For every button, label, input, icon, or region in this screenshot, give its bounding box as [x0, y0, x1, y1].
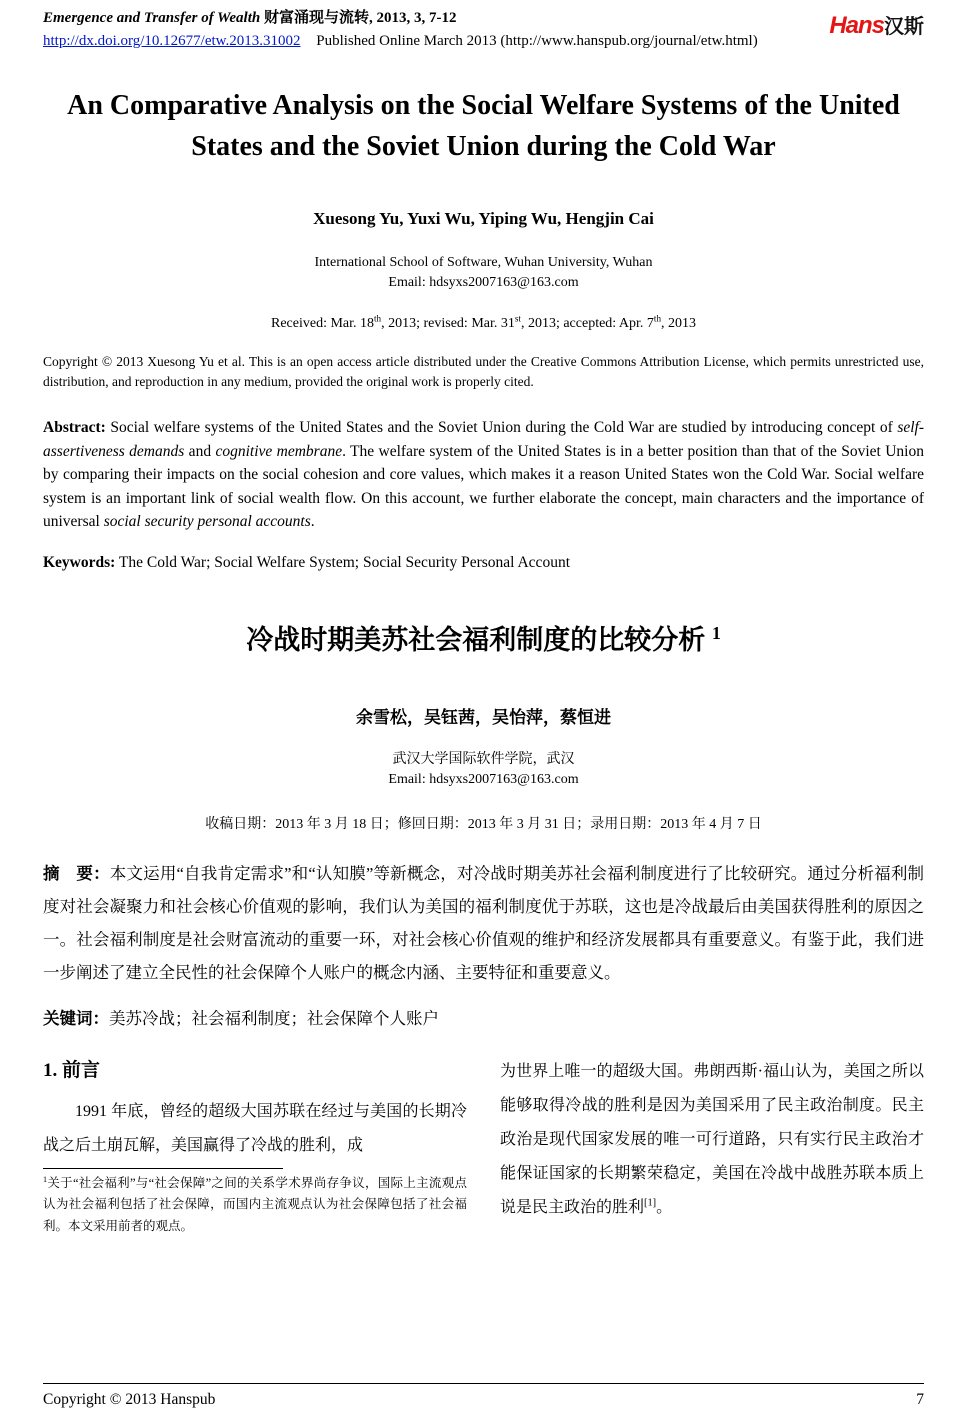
abstract-text: and: [184, 442, 216, 460]
body-text: 。: [656, 1198, 673, 1216]
abstract-chinese-text: 本文运用“自我肯定需求”和“认知膜”等新概念，对冷战时期美苏社会福利制度进行了比较研究。通过分析福利制度对社会凝聚力和社会核心价值观的影响，我们认为美国的福利制度优于苏联，这也是冷战最后由美国获得胜利的原因之一。社会福利制度是社会财富流动的重要一环，对社会核心价值观的维护和经济发展都具有重要意义。有鉴于此，我们进一步阐述了建立全民性的社会保障个人账户的概念内涵、主要特征和重要意义。: [43, 863, 925, 982]
affiliation-block-chinese: [43, 750, 924, 791]
email-english: Email: hdsyxs2007163@163.com: [388, 275, 579, 291]
keywords-chinese-text: 美苏冷战；社会福利制度；社会保障个人账户: [109, 1008, 439, 1028]
section-heading-intro: 1. 前言: [43, 1059, 101, 1081]
affiliation-english: International School of Software, Wuhan University, Wuhan: [314, 255, 653, 271]
abstract-text: . The welfare system of the United States is in a better position than that of the Soviet Union by comparing their impacts on the social cohesion and core values, which makes it a reason United States won the Cold War. Social welfare system is an important link of social wealth flow. On this account, we further elaborate the concept, main characters and the importance of universal: [43, 442, 924, 531]
abstract-label: Abstract:: [43, 419, 106, 437]
abstract-italic-term: self-assertiveness demands: [43, 419, 924, 460]
ordinal-sup: st: [514, 313, 521, 324]
keywords-english: [43, 554, 924, 572]
doi-link[interactable]: http://dx.doi.org/10.12677/etw.2013.31002: [43, 33, 301, 49]
hanspub-logo: [829, 10, 924, 40]
abstract-italic-term: cognitive membrane: [215, 442, 343, 460]
abstract-chinese-label: 摘 要：: [43, 863, 110, 883]
authors-english: Xuesong Yu, Yuxi Wu, Yiping Wu, Hengjin Cai: [313, 209, 654, 229]
footnote-body: 关于“社会福利”与“社会保障”之间的关系学术界尚存争议，国际上主流观点认为社会福利包括了社会保障，而国内主流观点认为社会保障包括了社会福利。本文采用前者的观点。: [43, 1175, 467, 1234]
two-column-body: [43, 1055, 924, 1239]
body-paragraph-right: [500, 1055, 924, 1225]
affiliation-chinese: 武汉大学国际软件学院，武汉: [392, 752, 575, 768]
title-footnote-marker: 1: [711, 623, 721, 644]
keywords-text: The Cold War; Social Welfare System; Social Security Personal Account: [115, 554, 570, 572]
journal-name-chinese: 财富涌现与流转, 2013, 3, 7-12: [263, 10, 457, 26]
logo-hanzi-text: 汉斯: [884, 16, 924, 38]
title-chinese-text: 冷战时期美苏社会福利制度的比较分析: [246, 625, 706, 656]
journal-header: [43, 8, 924, 52]
footer-copyright: Copyright © 2013 Hanspub: [43, 1391, 216, 1408]
email-chinese: Email: hdsyxs2007163@163.com: [388, 772, 579, 788]
page-footer: [43, 1383, 924, 1409]
page-number: 7: [916, 1391, 924, 1408]
ordinal-sup: th: [653, 313, 661, 324]
footnote-text: [43, 1173, 467, 1239]
published-online-text: Published Online March 2013 (http://www.hanspub.org/journal/etw.html): [316, 33, 758, 49]
body-paragraph-left: 1991 年底，曾经的超级大国苏联在经过与美国的长期冷战之后土崩瓦解，美国赢得了冷战的胜利，成: [43, 1102, 467, 1154]
body-text: 为世界上唯一的超级大国。弗朗西斯·福山认为，美国之所以能够取得冷战的胜利是因为美国采用了民主政治制度。民主政治是现代国家发展的唯一可行道路，只有实行民主政治才能保证国家的长期繁荣稳定，美国在冷战中战胜苏联本质上说是民主政治的胜利: [500, 1062, 924, 1216]
keywords-label: Keywords:: [43, 554, 116, 572]
footnote-divider: [43, 1168, 283, 1169]
abstract-text: .: [310, 513, 315, 531]
footnote-marker: 1: [43, 1174, 48, 1184]
affiliation-block-english: [43, 253, 924, 294]
dates-line-english: [43, 313, 924, 332]
journal-name-english: Emergence and Transfer of Wealth: [43, 10, 261, 26]
abstract-italic-term: social security personal accounts: [103, 513, 311, 531]
journal-info: [43, 8, 758, 52]
received-text: , 2013; accepted: Apr. 7: [520, 315, 654, 331]
journal-title-line: [43, 8, 758, 29]
left-column: [43, 1055, 467, 1239]
received-text: , 2013: [661, 315, 696, 331]
abstract-english: [43, 416, 924, 534]
citation-ref: [1]: [644, 1197, 657, 1209]
authors-chinese: 余雪松，吴钰茜，吴怡萍，蔡恒进: [356, 708, 611, 728]
received-text: , 2013; revised: Mar. 31: [381, 315, 515, 331]
logo-hans-text: Hans: [829, 12, 884, 39]
abstract-chinese: [43, 857, 924, 989]
abstract-text: Social welfare systems of the United States and the Soviet Union during the Cold War are studied by introducing concept of: [105, 419, 898, 437]
keywords-chinese: [43, 1005, 924, 1029]
article-title-chinese: [43, 618, 924, 657]
keywords-chinese-label: 关键词：: [43, 1008, 109, 1028]
copyright-notice: Copyright © 2013 Xuesong Yu et al. This is an open access article distributed under the Creative Commons Attribution License, which permits unrestricted use, distribution, and reproduction in any medium, provided the original work is properly cited.: [43, 353, 924, 390]
footnote-block: [43, 1168, 467, 1239]
ordinal-sup: th: [374, 313, 382, 324]
dates-line-chinese: 收稿日期：2013 年 3 月 18 日；修回日期：2013 年 3 月 31 日；录用日期：2013 年 4 月 7 日: [205, 816, 762, 832]
right-column: [500, 1055, 924, 1239]
article-title-english: An Comparative Analysis on the Social Welfare Systems of the United States and the Soviet Union during the Cold War: [67, 90, 900, 162]
doi-line: [43, 31, 758, 52]
received-text: Received: Mar. 18: [271, 315, 375, 331]
